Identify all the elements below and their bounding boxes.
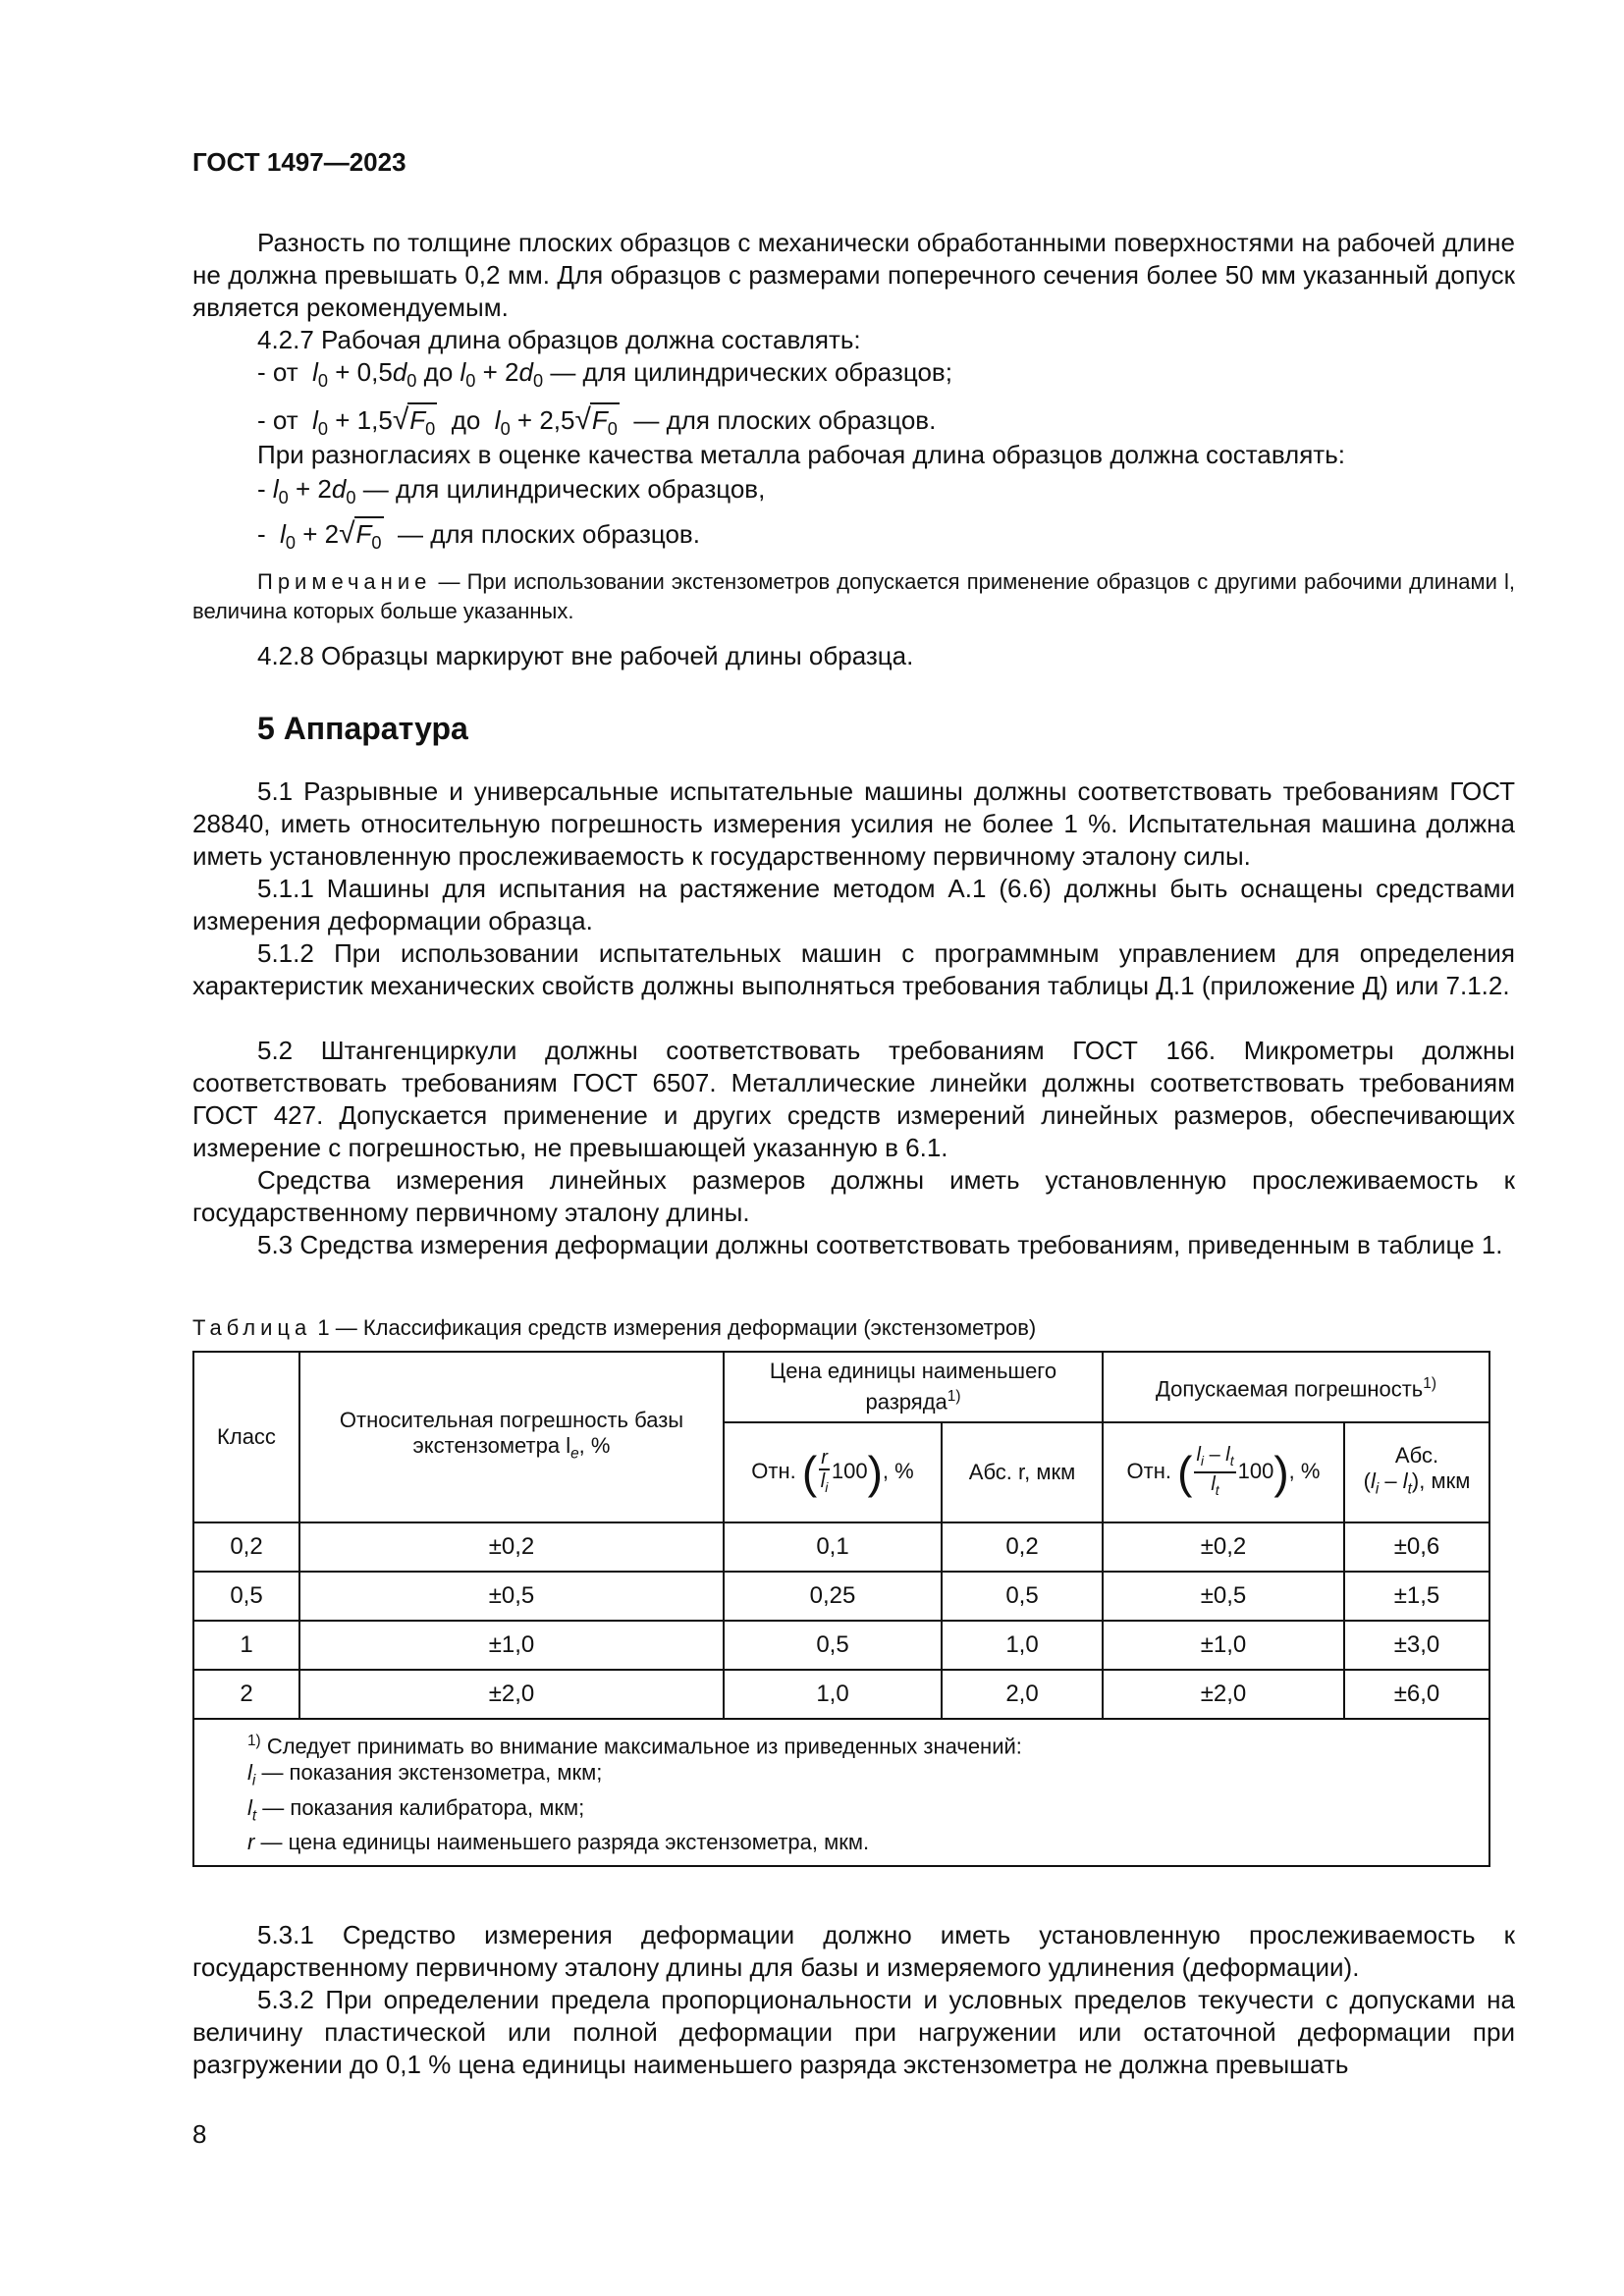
note [192,567,1515,626]
table-cell: 1 [193,1621,299,1670]
note-label: Примечание [257,569,432,594]
header-tolerance-absolute: Абс. $(l_i - l_t)$, мкм [1344,1422,1489,1522]
table-cell: 0,5 [193,1572,299,1621]
table-row [193,1621,1489,1670]
table-cell: 0,5 [942,1572,1103,1621]
formula-line-cylindrical-2-text: — для цилиндрических образцов, [362,474,766,504]
paragraph-5-3-1: 5.3.1 Средство измерения деформации должно иметь установленную прослеживаемость к государственному первичному эталону длины для базы и измеряемого удлинения (деформации). [192,1920,1515,1982]
paragraph-5-3-2: 5.3.2 При определении предела пропорциональности и условных пределов текучести с допусками на величину пластической или полной деформации при нагружении или остаточной деформации при разгружении до 0,1 % цена единицы наименьшего разряда экстензометра не должна превышать [192,1985,1515,2079]
header-relative-error: Относительная погрешность базы экстензометра $l_e$, % [299,1352,724,1522]
paragraph-4-2-7: 4.2.7 Рабочая длина образцов должна составлять: [257,325,861,354]
footnote-line-4: r — цена единицы наименьшего разряда экстензометра, мкм. [247,1830,870,1855]
footnote-text-4: — цена единицы наименьшего разряда экстензометра, мкм. [260,1830,870,1855]
table-row [193,1670,1489,1719]
table-cell: ±1,5 [1344,1572,1489,1621]
table-row [193,1522,1489,1572]
paragraph-4-2-8: 4.2.8 Образцы маркируют вне рабочей длины образца. [257,641,914,670]
header-class: Класс [193,1352,299,1522]
paragraph-5-1-1: 5.1.1 Машины для испытания на растяжение методом А.1 (6.6) должны быть оснащены средствами измерения деформации образца. [192,874,1515,935]
header-tolerance-relative: Отн. ( $\frac{l_i - l_t}{l_t}$ 100), % [1103,1422,1344,1522]
header-tolerance-text: Допускаемая погрешность [1156,1376,1424,1402]
header-division-price-fn: 1) [947,1388,961,1406]
paragraph-5-1-2: 5.1.2 При использовании испытательных машин с программным управлением для определения характеристик механических свойств должны выполняться требования таблицы Д.1 (приложение Д) или 7.1.2. [192,938,1515,1000]
formula-line-flat-text: — для плоских образцов. [633,405,937,435]
table-cell: ±2,0 [1103,1670,1344,1719]
table-cell: ±2,0 [299,1670,724,1719]
table-cell: 0,25 [724,1572,942,1621]
table-cell: 0,5 [724,1621,942,1670]
table-caption [192,1315,1036,1341]
table-cell: 0,2 [193,1522,299,1572]
table-cell: ±0,6 [1344,1522,1489,1572]
formula-line-flat-2: - $l_0 + 2√F_0$ — для плоских образцов. [257,516,700,560]
table-caption-text: 1 — Классификация средств измерения деформации (экстензометров) [317,1315,1037,1340]
table-cell: ±0,2 [1103,1522,1344,1572]
formula-line-flat-2-text: — для плоских образцов. [397,519,700,549]
table-cell: ±1,0 [1103,1621,1344,1670]
footnote-marker: 1) [247,1733,261,1749]
paragraph-thickness: Разность по толщине плоских образцов с механически обработанными поверхностями на рабочей длине не должна превышать 0,2 мм. Для образцов с размерами поперечного сечения более 50 мм указанный допуск является рекомендуемым. [192,228,1515,322]
table-cell: 0,2 [942,1522,1103,1572]
header-price-absolute: Абс. r, мкм [942,1422,1103,1522]
paragraph-5-2-traceability: Средства измерения линейных размеров должны иметь установленную прослеживаемость к государственному первичному эталону длины. [192,1165,1515,1227]
formula-line-cylindrical: - от $l_0 + 0,5d_0$ до $l_0 + 2d_0$ — для цилиндрических образцов; [257,357,952,392]
paragraph-5-3: 5.3 Средства измерения деформации должны соответствовать требованиям, приведенным в таблице 1. [257,1230,1503,1259]
footnote-text-2: — показания экстензометра, мкм; [261,1760,603,1786]
paragraph-5-1: 5.1 Разрывные и универсальные испытательные машины должны соответствовать требованиям ГОСТ 28840, иметь относительную погрешность измерения усилия не более 1 %. Испытательная машина должна иметь установленную прослеживаемость к государственному первичному эталону силы. [192,776,1515,871]
header-relative-error-unit: , % [578,1432,611,1458]
footnote-line-1 [247,1728,1479,1759]
header-tolerance [1103,1352,1489,1422]
table-caption-label: Таблица [192,1315,312,1340]
table-cell: ±3,0 [1344,1621,1489,1670]
footnote-line-3: $l_t$ — показания калибратора, мкм; [247,1794,585,1825]
header-price-relative-label: Отн. [751,1458,796,1483]
page-number: 8 [192,2119,207,2149]
footnote-text-1: Следует принимать во внимание максимальное из приведенных значений: [266,1734,1022,1759]
document-id: ГОСТ 1497—2023 [192,147,406,177]
extensometer-class-table [192,1351,1490,1867]
table-cell: ±0,5 [299,1572,724,1621]
header-division-price [724,1352,1103,1422]
table-cell: ±0,5 [1103,1572,1344,1621]
formula-line-cylindrical-2: - $l_0 + 2d_0$ — для цилиндрических образцов, [257,474,766,508]
table-cell: 2 [193,1670,299,1719]
formula-line-cylindrical-text: — для цилиндрических образцов; [550,357,952,387]
note-text: — При использовании экстензометров допускается применение образцов с другими рабочими длинами l, величина которых больше указанных. [192,569,1515,623]
paragraph-5-2: 5.2 Штангенциркули должны соответствовать требованиям ГОСТ 166. Микрометры должны соответствовать требованиям ГОСТ 6507. Металлические линейки должны соответствовать требованиям ГОСТ 427. Допускается применение и других средств измерений линейных размеров, обеспечивающих измерение с погрешностью, не превышающей указанную в 6.1. [192,1036,1515,1162]
table-cell: 1,0 [724,1670,942,1719]
table-cell: ±1,0 [299,1621,724,1670]
section-title: 5 Аппаратура [257,711,468,746]
footnote-line-2: $l_i$ — показания экстензометра, мкм; [247,1760,603,1789]
paragraph-disagreement: При разногласиях в оценке качества металла рабочая длина образцов должна составлять: [257,440,1345,469]
table-cell: 2,0 [942,1670,1103,1719]
footnote-text-3: — показания калибратора, мкм; [262,1794,585,1820]
header-tolerance-absolute-unit: , мкм [1419,1468,1471,1493]
table-row [193,1572,1489,1621]
header-division-price-text: Цена единицы наименьшего разряда [769,1359,1057,1415]
table-cell: 0,1 [724,1522,942,1572]
table-cell: ±0,2 [299,1522,724,1572]
formula-line-flat: - от $l_0 + 1,5√F_0$ до $l_0 + 2,5√F_0$ — для плоских образцов. [257,402,936,446]
header-tolerance-fn: 1) [1423,1375,1436,1393]
header-price-relative: Отн. ( $\frac{r}{l_i}$ 100), % [724,1422,942,1522]
table-footnote [193,1719,1489,1866]
header-relative-error-text: Относительная погрешность базы экстензометра l [339,1407,684,1458]
table-cell: ±6,0 [1344,1670,1489,1719]
table-cell: 1,0 [942,1621,1103,1670]
header-tolerance-absolute-label: Абс. [1394,1442,1439,1468]
header-tolerance-relative-label: Отн. [1126,1458,1171,1483]
